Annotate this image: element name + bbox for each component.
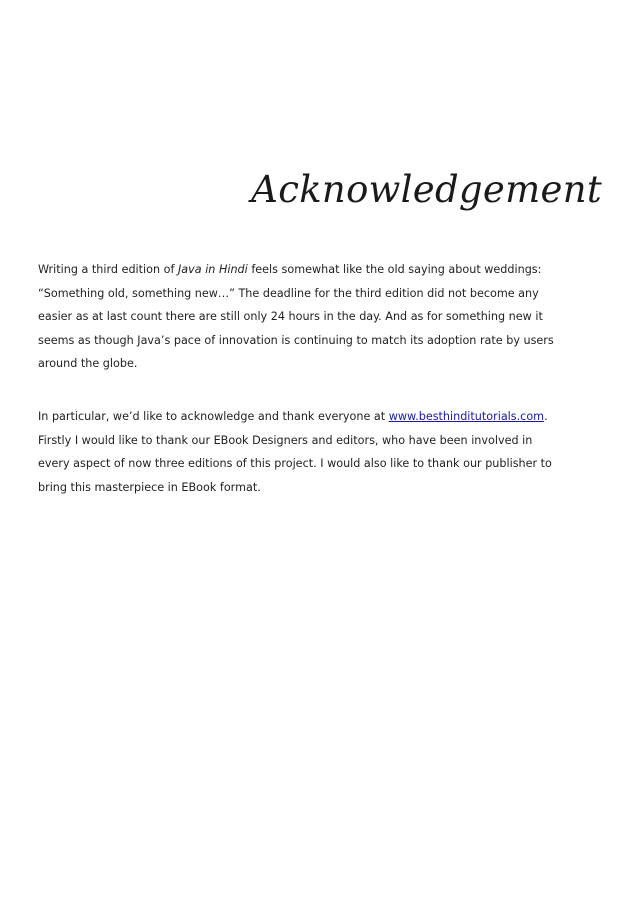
paragraph-line: around the globe.	[38, 357, 138, 370]
paragraph-line: “Something old, something new…” The deadline for the third edition did not become any	[38, 286, 539, 300]
text-run: .	[544, 410, 548, 423]
book-title-italic: Java in Hindi	[178, 263, 248, 276]
text-run: Writing a third edition of	[38, 263, 178, 276]
paragraph-line: Firstly I would like to thank our EBook Designers and editors, who have been involved in	[38, 433, 533, 447]
acknowledgement-paragraph-1	[38, 258, 598, 376]
website-link[interactable]: www.besthinditutorials.com	[388, 410, 545, 423]
paragraph-line: seems as though Java’s pace of innovation is continuing to match its adoption rate by users	[38, 333, 554, 347]
paragraph-line: bring this masterpiece in EBook format.	[38, 480, 261, 494]
page-title: Acknowledgement	[251, 168, 602, 211]
paragraph-line: every aspect of now three editions of this project. I would also like to thank our publisher to	[38, 457, 552, 470]
paragraph-line	[38, 405, 598, 429]
text-run: feels somewhat like the old saying about weddings:	[247, 263, 542, 276]
paragraph-line	[38, 258, 598, 282]
text-run: In particular, we’d like to acknowledge and thank everyone at	[38, 410, 389, 423]
paragraph-line: easier as at last count there are still only 24 hours in the day. And as for something new it	[38, 310, 543, 323]
acknowledgement-paragraph-2	[38, 405, 598, 499]
